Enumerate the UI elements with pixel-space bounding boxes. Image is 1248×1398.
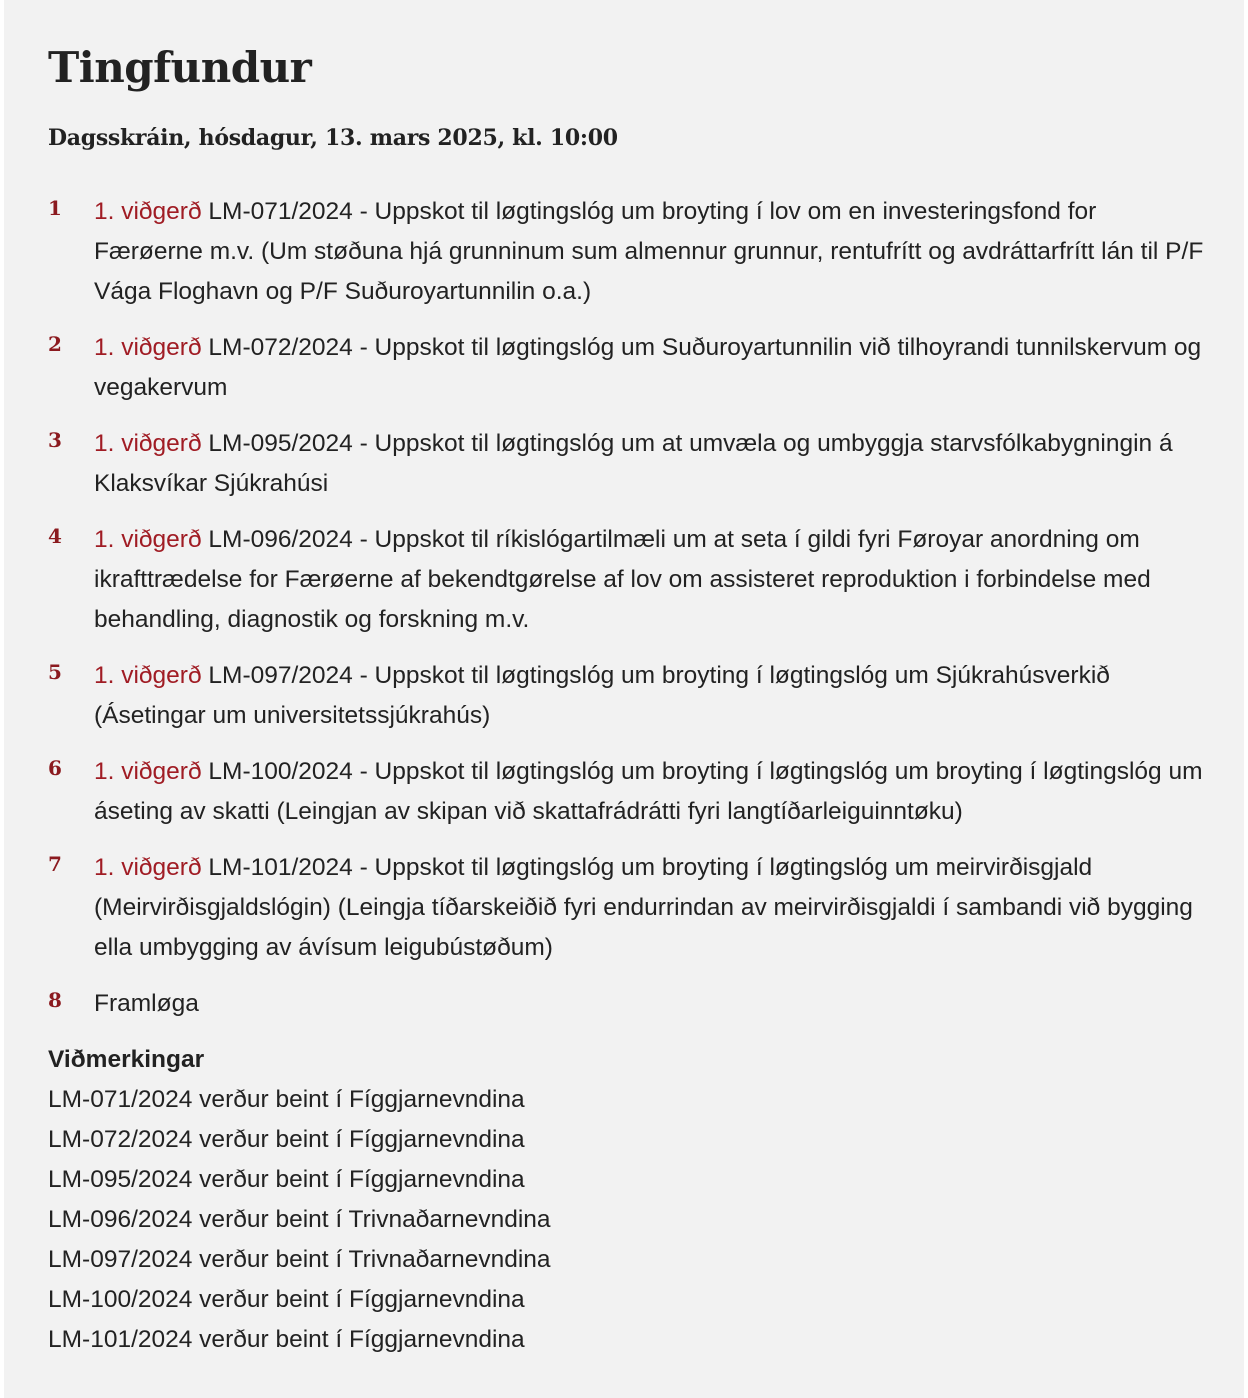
agenda-item-8	[48, 984, 1208, 1024]
agenda-item-2	[48, 328, 1208, 408]
agenda-item-text: LM-097/2024 - Uppskot til løgtingslóg um broyting í løgtingslóg um Sjúkrahúsverkið (Ásetingar um universitetssjúkrahús)	[94, 662, 1110, 729]
agenda-item-text: LM-071/2024 - Uppskot til løgtingslóg um broyting í lov om en investeringsfond for Færøerne m.v. (Um støðuna hjá grunninum sum almennur grunnur, rentufrítt og avdráttarfrítt lán til P/F Vága Floghavn og P/F Suðuroyartunnilin o.a.)	[94, 198, 1204, 305]
agenda-date-heading: Dagsskráin, hósdagur, 13. mars 2025, kl. 10:00	[48, 125, 618, 151]
agenda-item-text: LM-096/2024 - Uppskot til ríkislógartilmæli um at seta í gildi fyri Føroyar anordning om ikrafttrædelse for Færøerne af bekendtgørelse af lov om assisteret reproduktion i forbindelse med behandling, diagnostik og forskning m.v.	[94, 526, 1151, 633]
agenda-item-text: LM-072/2024 - Uppskot til løgtingslóg um Suðuroyartunnilin við tilhoyrandi tunnilskervum og vegakervum	[94, 334, 1202, 401]
note-item: LM-095/2024 verður beint í Fíggjarnevndina	[48, 1166, 525, 1193]
agenda-item-text: LM-100/2024 - Uppskot til løgtingslóg um broyting í løgtingslóg um broyting í løgtingslóg um áseting av skatti (Leingjan av skipan við skattafrádrátti fyri langtíðarleiguinntøku)	[94, 758, 1203, 825]
note-item: LM-096/2024 verður beint í Trivnaðarnevndina	[48, 1206, 551, 1233]
page-title: Tingfundur	[48, 43, 312, 92]
notes-heading: Viðmerkingar	[48, 1046, 205, 1073]
reading-link[interactable]: 1. viðgerð	[94, 334, 209, 361]
note-item: LM-071/2024 verður beint í Fíggjarnevndina	[48, 1086, 525, 1113]
reading-link[interactable]: 1. viðgerð	[94, 662, 209, 689]
agenda-item-5	[48, 656, 1208, 736]
agenda-item-text: LM-101/2024 - Uppskot til løgtingslóg um broyting í løgtingslóg um meirvirðisgjald (Meirvirðisgjaldslógin) (Leingja tíðarskeiðið fyri endurrindan av meirvirðisgjaldi í sambandi við bygging ella umbygging av ávísum leigubústøðum)	[94, 854, 1193, 961]
agenda-item-number: 7	[48, 852, 62, 876]
notes-list	[48, 1080, 1244, 1360]
agenda-item-number: 4	[48, 524, 62, 548]
agenda-item-text: LM-095/2024 - Uppskot til løgtingslóg um at umvæla og umbyggja starvsfólkabygningin á Klaksvíkar Sjúkrahúsi	[94, 430, 1173, 497]
agenda-item-1	[48, 192, 1208, 312]
agenda-item-6	[48, 752, 1208, 832]
agenda-list	[48, 192, 1208, 1024]
agenda-item-4	[48, 520, 1208, 640]
agenda-item-number: 8	[48, 988, 62, 1012]
note-item: LM-101/2024 verður beint í Fíggjarnevndina	[48, 1326, 525, 1353]
agenda-item-number: 1	[48, 196, 62, 220]
reading-link[interactable]: 1. viðgerð	[94, 198, 209, 225]
agenda-item-7	[48, 848, 1208, 968]
reading-link[interactable]: 1. viðgerð	[94, 758, 209, 785]
agenda-item-text: Framløga	[94, 990, 199, 1017]
reading-link[interactable]: 1. viðgerð	[94, 526, 209, 553]
reading-link[interactable]: 1. viðgerð	[94, 854, 209, 881]
agenda-item-3	[48, 424, 1208, 504]
note-item: LM-072/2024 verður beint í Fíggjarnevndina	[48, 1126, 525, 1153]
agenda-item-number: 2	[48, 332, 62, 356]
agenda-item-number: 5	[48, 660, 62, 684]
agenda-panel	[4, 0, 1244, 1398]
reading-link[interactable]: 1. viðgerð	[94, 430, 209, 457]
note-item: LM-100/2024 verður beint í Fíggjarnevndina	[48, 1286, 525, 1313]
note-item: LM-097/2024 verður beint í Trivnaðarnevndina	[48, 1246, 551, 1273]
agenda-item-number: 3	[48, 428, 62, 452]
agenda-item-number: 6	[48, 756, 62, 780]
